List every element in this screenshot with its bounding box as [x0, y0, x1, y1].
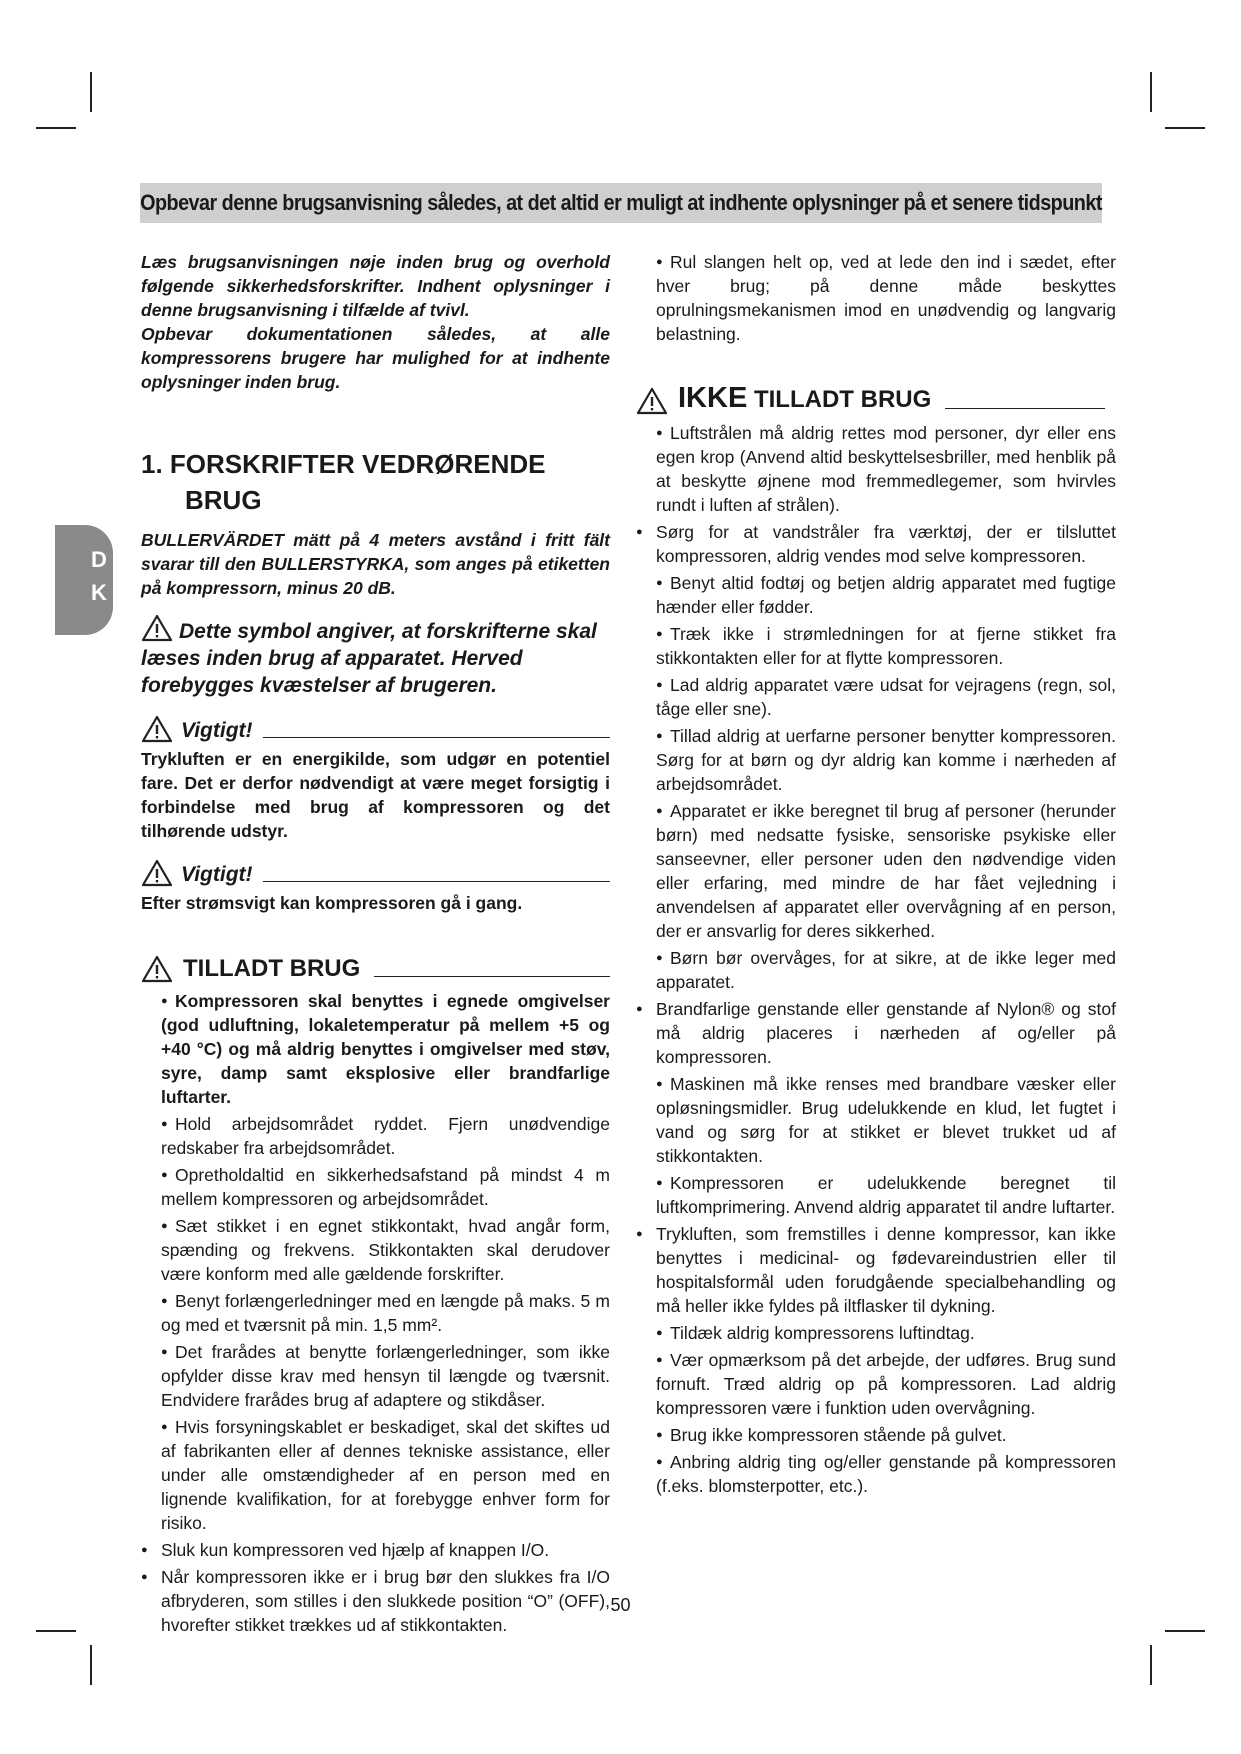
- intro-paragraph: Læs brugsanvisningen nøje inden brug og overhold følgende sikkerhedsforskrifter. Indhent oplysninger i denne brugsanvisning i tilfælde af tvivl.: [141, 252, 610, 320]
- list-item: ● Lad aldrig apparatet være udsat for vejragens (regn, sol, tåge eller sne).: [636, 673, 1116, 721]
- warning-text: Efter strømsvigt kan kompressoren gå i gang.: [141, 893, 523, 913]
- list-item: ● Sluk kun kompressoren ved hjælp af knappen I/O.: [141, 1538, 610, 1562]
- list-item: ● Når kompressoren ikke er i brug bør den slukkes fra I/O afbryderen, som stilles i den slukkede position “O” (OFF), hvorefter stikket trækkes ud af stikkontakten.: [141, 1565, 610, 1637]
- list-item: ● Kompressoren er udelukkende beregnet til luftkomprimering. Anvend aldrig apparatet til andre luftarter.: [636, 1171, 1116, 1219]
- warning-triangle-icon: [636, 387, 668, 415]
- symbol-notice-text: Dette symbol angiver, at forskrifterne skal læses inden brug af apparatet. Herved forebygges kvæstelser af brugeren.: [141, 620, 597, 697]
- crop-mark: [36, 127, 76, 129]
- allowed-use-heading: [141, 955, 610, 983]
- heading-rule: [374, 976, 610, 977]
- warning-heading: [141, 859, 610, 887]
- crop-mark: [90, 72, 92, 112]
- page-number: 50: [610, 1595, 631, 1615]
- list-item: ● Træk ikke i strømledningen for at fjerne stikket fra stikkontakten eller for at flytte kompressoren.: [636, 622, 1116, 670]
- list-item: ● Opretholdaltid en sikkerhedsafstand på mindst 4 m mellem kompressoren og arbejdsområdet.: [141, 1163, 610, 1211]
- list-item: ● Sæt stikket i en egnet stikkontakt, hvad angår form, spænding og frekvens. Stikkontakten skal derudover være konform med alle gældende forskrifter.: [141, 1214, 610, 1286]
- crop-mark: [1150, 1645, 1152, 1685]
- crop-mark: [90, 1645, 92, 1685]
- list-item: ● Hold arbejdsområdet ryddet. Fjern unødvendige redskaber fra arbejdsområdet.: [141, 1112, 610, 1160]
- not-allowed-title-rest: TILLADT BRUG: [753, 386, 932, 413]
- not-allowed-title-big: IKKE: [678, 382, 748, 414]
- symbol-notice: [141, 614, 610, 699]
- warning-heading: [141, 715, 610, 743]
- list-item: ● Benyt forlængerledninger med en længde på maks. 5 m og med et tværsnit på min. 1,5 mm².: [141, 1289, 610, 1337]
- allowed-use-list: [141, 989, 610, 1637]
- warning-triangle-icon: [141, 614, 173, 642]
- section-heading-line: 1. FORSKRIFTER VEDRØRENDE: [141, 449, 546, 479]
- section-heading-line: BRUG: [185, 485, 262, 515]
- language-tab: [55, 525, 113, 635]
- warning-triangle-icon: [141, 955, 173, 983]
- list-item: ● Tildæk aldrig kompressorens luftindtag.: [636, 1321, 1116, 1345]
- right-column: [636, 250, 1116, 1501]
- top-list: [636, 250, 1116, 346]
- heading-rule: [263, 737, 610, 738]
- list-item: ● Tillad aldrig at uerfarne personer benytter kompressoren. Sørg for at børn og dyr aldrig kan komme i nærheden af arbejdsområdet.: [636, 724, 1116, 796]
- not-allowed-title: [678, 382, 931, 415]
- crop-mark: [1150, 72, 1152, 112]
- not-allowed-heading: [636, 382, 1116, 415]
- list-item: ● Trykluften, som fremstilles i denne kompressor, kan ikke benyttes i medicinal- og fødevareindustrien eller til hospitalsformål uden forudgående specialbehandling og må heller ikke fyldes på iltflasker til dykning.: [636, 1222, 1116, 1318]
- warning-text: Trykluften er en energikilde, som udgør en potentiel fare. Det er derfor nødvendigt at være meget forsigtig i forbindelse med brug af kompressoren og det tilhørende udstyr.: [141, 749, 610, 841]
- list-item: ● Luftstrålen må aldrig rettes mod personer, dyr eller ens egen krop (Anvend altid beskyttelsesbriller, med henblik på at beskytte øjnene mod fremmedlegemer, som hvirvles rundt i luften af strålen).: [636, 421, 1116, 517]
- header-banner: Opbevar denne brugsanvisning således, at det altid er muligt at indhente oplysninger på et senere tidspunkt: [140, 183, 1102, 223]
- noise-notice: BULLERVÄRDET mätt på 4 meters avstånd i fritt fält svarar till den BULLERSTYRKA, som anges på etiketten på kompressorn, minus 20 dB.: [141, 530, 610, 598]
- list-item: ● Brandfarlige genstande eller genstande af Nylon® og stof må aldrig placeres i nærheden af og/eller på kompressoren.: [636, 997, 1116, 1069]
- crop-mark: [1165, 1630, 1205, 1632]
- list-item: ● Kompressoren skal benyttes i egnede omgivelser (god udluftning, lokaletemperatur på mellem +5 og +40 °C) og må aldrig benyttes i omgivelser med støv, syre, damp samt eksplosive eller brandfarlige luftarter.: [141, 989, 610, 1109]
- left-column: [141, 250, 610, 1640]
- warning-triangle-icon: [141, 715, 173, 743]
- crop-mark: [1165, 127, 1205, 129]
- section-heading: [141, 446, 610, 518]
- tab-letter-d: D: [91, 547, 107, 572]
- list-item: ● Benyt altid fodtøj og betjen aldrig apparatet med fugtige hænder eller fødder.: [636, 571, 1116, 619]
- list-item: ● Hvis forsyningskablet er beskadiget, skal det skiftes ud af fabrikanten eller af dennes tekniske assistance, eller under alle omstændigheder af en person med en lignende kvalifikation, for at forebygge enhver form for risiko.: [141, 1415, 610, 1535]
- warning-title: Vigtigt!: [181, 863, 253, 886]
- list-item: ● Anbring aldrig ting og/eller genstande på kompressoren (f.eks. blomsterpotter, etc.).: [636, 1450, 1116, 1498]
- not-allowed-list: [636, 421, 1116, 1498]
- list-item: ● Børn bør overvåges, for at sikre, at de ikke leger med apparatet.: [636, 946, 1116, 994]
- heading-rule: [263, 881, 610, 882]
- crop-mark: [36, 1630, 76, 1632]
- list-item: ● Det frarådes at benytte forlængerledninger, som ikke opfylder disse krav med hensyn til længde og tværsnit. Endvidere frarådes brug af adaptere og stikdåser.: [141, 1340, 610, 1412]
- list-item: ● Vær opmærksom på det arbejde, der udføres. Brug sund fornuft. Træd aldrig op på kompressoren. Lad aldrig kompressoren være i funktion uden overvågning.: [636, 1348, 1116, 1420]
- warning-triangle-icon: [141, 859, 173, 887]
- warning-title: Vigtigt!: [181, 719, 253, 742]
- list-item: ● Apparatet er ikke beregnet til brug af personer (herunder børn) med nedsatte fysiske, sensoriske psykiske eller sanseevner, eller personer uden den nødvendige viden eller erfaring, med mindre de har fået vejledning i anvendelsen af apparatet eller overvågning af en person, der er ansvarlig for deres sikkerhed.: [636, 799, 1116, 943]
- tab-letter-k: K: [91, 580, 107, 605]
- allowed-use-title: TILLADT BRUG: [183, 955, 361, 982]
- heading-rule: [945, 408, 1105, 409]
- list-item: ● Maskinen må ikke renses med brandbare væsker eller opløsningsmidler. Brug udelukkende en klud, let fugtet i vand og sørg for at stikket er blevet trukket ud af stikkontakten.: [636, 1072, 1116, 1168]
- list-item: ● Rul slangen helt op, ved at lede den ind i sædet, efter hver brug; på denne måde beskyttes oprulningsmekanismen imod en unødvendig og langvarig belastning.: [636, 250, 1116, 346]
- list-item: ● Sørg for at vandstråler fra værktøj, der er tilsluttet kompressoren, aldrig vendes mod selve kompressoren.: [636, 520, 1116, 568]
- intro-paragraph: Opbevar dokumentationen således, at alle kompressorens brugere har mulighed for at indhente oplysninger inden brug.: [141, 324, 610, 392]
- list-item: ● Brug ikke kompressoren stående på gulvet.: [636, 1423, 1116, 1447]
